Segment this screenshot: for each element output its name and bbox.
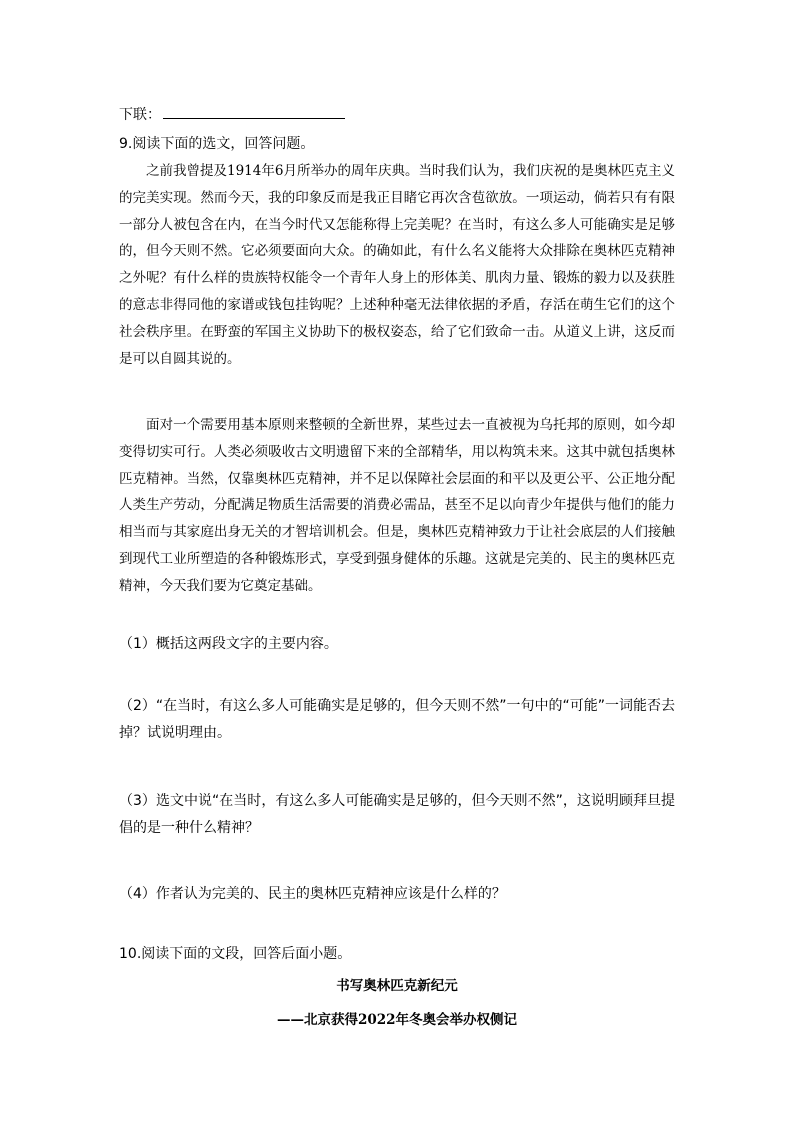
question-9-heading: 9.阅读下面的选文，回答问题。: [119, 136, 315, 152]
article-title: 书写奥林匹克新纪元: [336, 978, 458, 994]
passage-paragraph-1: 之前我曾提及1914年6月所举办的周年庆典。当时我们认为，我们庆祝的是奥林匹克主义的完美实现。然而今天，我的印象反而是我正目睹它再次含苞欲放。一项运动，倘若只有有限一部分人被包含在内，在当今时代又怎能称得上完美呢？在当时，有这么多人可能确实是足够的，但今天则不然。它必须要面向大众。的确如此，有什么名义能将大众排除在奥林匹克精神之外呢？有什么样的贵族特权能令一个青年人身上的形体美、肌肉力量、锻炼的毅力以及获胜的意志非得同他的家谱或钱包挂钩呢？上述种种毫无法律依据的矛盾，存活在萌生它们的这个社会秩序里。在野蛮的军国主义协助下的极权姿态，给了它们致命一击。从道义上讲，这反而是可以自圆其说的。: [119, 163, 675, 367]
question-10-heading: 10.阅读下面的文段，回答后面小题。: [119, 946, 352, 962]
question-9-2: （2）“在当时，有这么多人可能确实是足够的，但今天则不然”一句中的“可能”一词能否去掉？试说明理由。: [119, 698, 675, 741]
question-9-4: （4）作者认为完美的、民主的奥林匹克精神应该是什么样的？: [119, 886, 506, 902]
article-subtitle: ——北京获得2022年冬奥会举办权侧记: [276, 1012, 518, 1028]
answer-blank: [163, 104, 345, 119]
couplet-label: 下联：: [119, 107, 161, 123]
passage-paragraph-2: 面对一个需要用基本原则来整顿的全新世界，某些过去一直被视为乌托邦的原则，如今却变得切实可行。人类必须吸收古文明遗留下来的全部精华，用以构筑未来。这其中就包括奥林匹克精神。当然，仅靠奥林匹克精神，并不足以保障社会层面的和平以及更公平、公正地分配人类生产劳动，分配满足物质生活需要的消费必需品，甚至不足以向青少年提供与他们的能力相当而与其家庭出身无关的才智培训机会。但是，奥林匹克精神致力于让社会底层的人们接触到现代工业所塑造的各种锻炼形式，享受到强身健体的乐趣。这就是完美的、民主的奥林匹克精神，今天我们要为它奠定基础。: [119, 417, 675, 594]
question-9-1: （1）概括这两段文字的主要内容。: [119, 636, 338, 652]
couplet-answer-line: [119, 104, 345, 125]
question-9-3: （3）选文中说“在当时，有这么多人可能确实是足够的，但今天则不然”，这说明顾拜旦提倡的是一种什么精神？: [119, 793, 675, 836]
